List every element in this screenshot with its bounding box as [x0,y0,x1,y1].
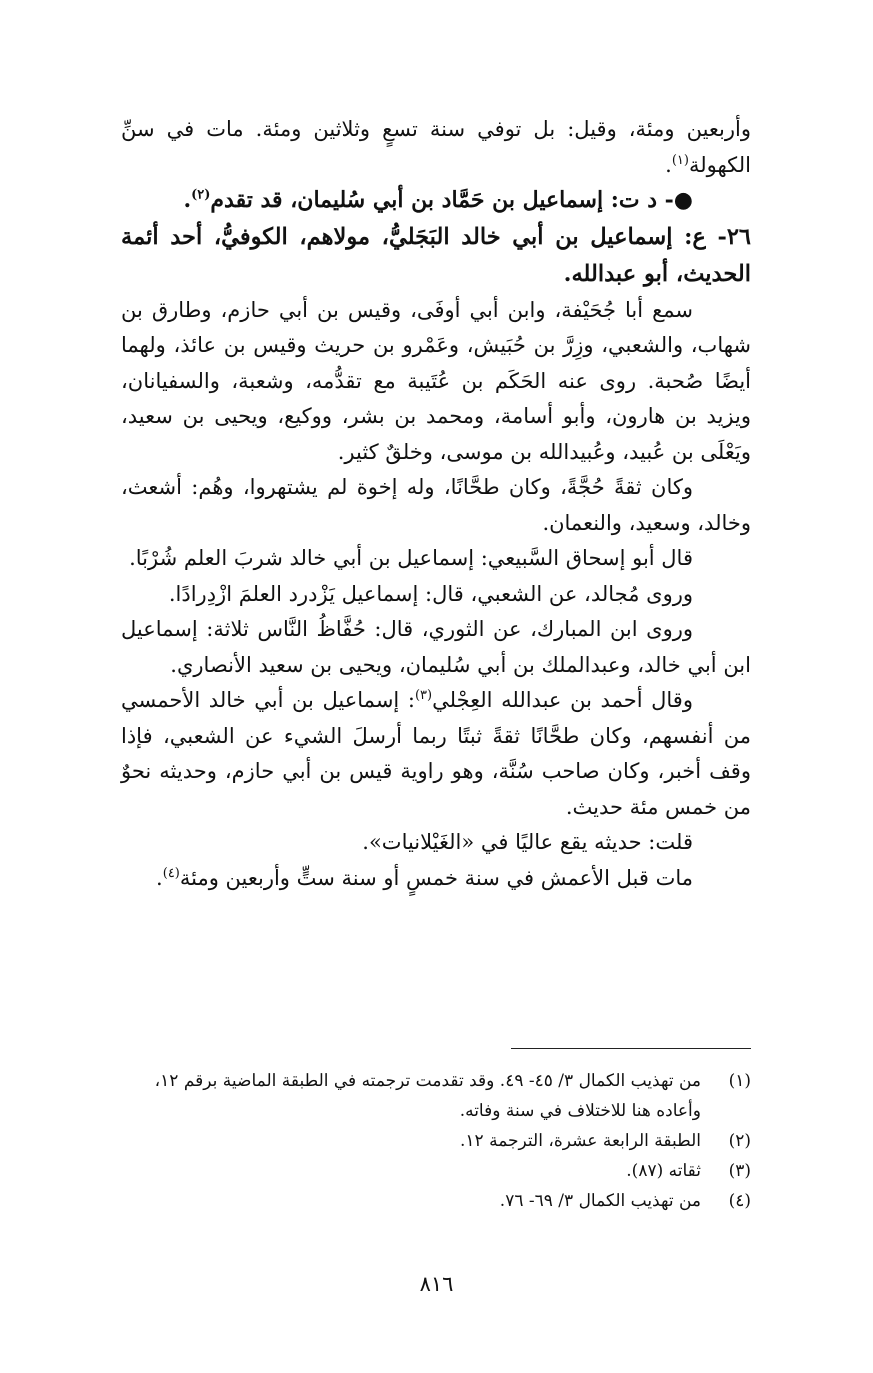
footnote-separator [511,1048,751,1049]
footnote [119,1126,751,1156]
footnote [119,1186,751,1216]
cross-reference-entry [121,183,751,219]
footnote-ref: (٢) [191,187,211,203]
paragraph-author-note: قلت: حديثه يقع عاليًا في «الغَيْلانيات». [362,830,693,854]
paragraph-text: وقال أحمد بن عبدالله العِجْلي [432,688,693,712]
footnote-text: ثقاته (٨٧). [626,1161,701,1181]
footnote [119,1066,751,1126]
entry-text: ●- د ت: إسماعيل بن حَمَّاد بن أبي سُليمان، قد تقدم [210,187,693,213]
punctuation: . [665,152,672,177]
footnotes [119,1066,751,1216]
footnote-ref: (٤) [162,865,180,881]
paragraph-quote-thawri: وروى ابن المبارك، عن الثوري، قال: حُفَّاظُ النَّاس ثلاثة: إسماعيل ابن أبي خالد، وعبدالملك بن أبي سُليمان، ويحيى بن سعيد الأنصاري. [121,617,751,677]
footnote [119,1156,751,1186]
paragraph-text: : إسماعيل بن أبي خالد الأحمسي من أنفسهم، وكان طحَّانًا ثقةً ثبتًا ربما أرسلَ الشيء عن الشعبي، فإذا وقف أخبر، وكان صاحب سُنَّة، وهو راوية قيس بن أبي حازم، وحديثه نحوٌ من خمس مئة حديث. [121,688,751,819]
footnote-text: الطبقة الرابعة عشرة، الترجمة ١٢. [460,1131,701,1151]
footnote-ref: (١) [671,152,689,168]
punctuation: . [156,865,163,890]
paragraph-text: مات قبل الأعمش في سنة خمسٍ أو سنة ستٍّ وأربعين ومئة [179,865,693,890]
paragraph-death [121,861,751,897]
paragraph-teachers-students: سمع أبا جُحَيْفة، وابن أبي أوفَى، وقيس بن أبي حازم، وطارق بن شهاب، والشعبي، وزِرَّ بن حُبَيش، وعَمْرو بن حريث وقيس بن عائذ، ولهما أيضًا صُحبة. روى عنه الحَكَم بن عُتَيبة مع تقدُّمه، وشعبة، والسفيانان، ويزيد بن هارون، وأبو أسامة، ومحمد بن بشر، ووكيع، ويحيى بن سعيد، ويَعْلَى بن عُبيد، وعُبيدالله بن موسى، وخلقٌ كثير. [121,297,751,464]
paragraph-quote-shabi: وروى مُجالد، عن الشعبي، قال: إسماعيل يَزْدرد العلمَ ازْدِرادًا. [168,581,693,606]
footnote-text: من تهذيب الكمال ٣/ ٦٩- ٧٦. [499,1191,701,1211]
punctuation: . [183,187,192,213]
paragraph-reliability: وكان ثقةً حُجَّةً، وكان طحَّانًا، وله إخوة لم يشتهروا، وهُم: أشعث، وخالد، وسعيد، والنعمان. [121,475,751,535]
footnote-text: من تهذيب الكمال ٣/ ٤٥- ٤٩. وقد تقدمت ترجمته في الطبقة الماضية برقم ١٢، وأعاده هنا للاختلاف في سنة وفاته. [154,1071,701,1121]
footnote-number: (٢) [728,1131,751,1151]
footnote-number: (١) [728,1071,751,1091]
footnote-number: (٤) [728,1191,751,1211]
paragraph-text: وأربعين ومئة، وقيل: بل توفي سنة تسعٍ وثلاثين ومئة. مات في سنِّ الكهولة [121,117,751,177]
continuation-paragraph [121,112,751,183]
paragraph-quote-sabii: قال أبو إسحاق السَّبيعي: إسماعيل بن أبي خالد شربَ العلم شُرْبًا. [129,546,693,570]
page-number: ٨١٦ [419,1272,454,1296]
biography-heading: ٢٦- ع: إسماعيل بن أبي خالد البَجَليُّ، مولاهم، الكوفيُّ، أحد أئمة الحديث، أبو عبدالله. [121,223,751,287]
paragraph-quote-ijli [121,683,751,825]
main-text [121,112,751,896]
footnote-number: (٣) [728,1161,751,1181]
footnote-ref: (٣) [414,688,433,703]
